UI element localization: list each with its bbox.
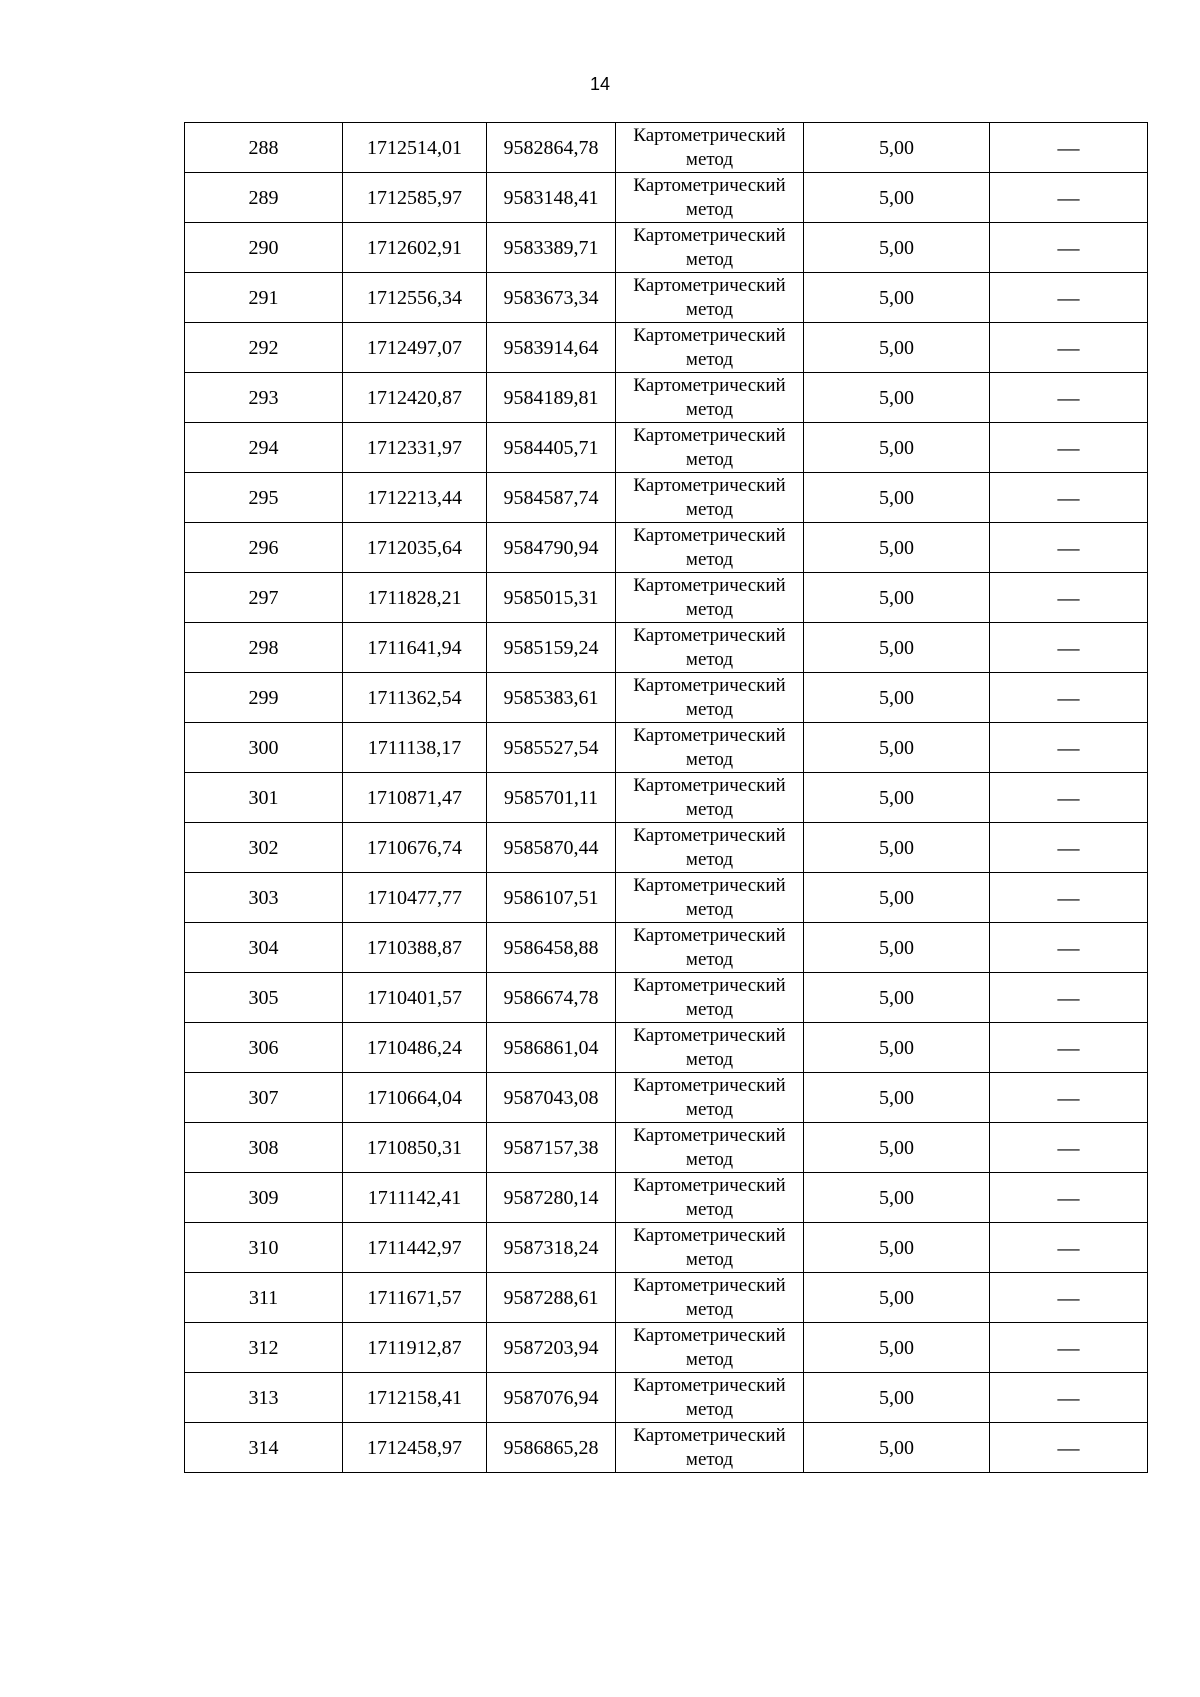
point-number-cell: 297 bbox=[185, 573, 343, 623]
table-row bbox=[185, 1323, 1148, 1373]
error-cell: 5,00 bbox=[804, 1373, 990, 1423]
table-row bbox=[185, 1223, 1148, 1273]
method-cell: Картометрический метод bbox=[616, 1423, 804, 1473]
x-coordinate-cell: 1711362,54 bbox=[343, 673, 487, 723]
note-cell: — bbox=[990, 873, 1148, 923]
error-cell: 5,00 bbox=[804, 723, 990, 773]
note-cell: — bbox=[990, 1023, 1148, 1073]
x-coordinate-cell: 1710676,74 bbox=[343, 823, 487, 873]
point-number-cell: 309 bbox=[185, 1173, 343, 1223]
table-row bbox=[185, 773, 1148, 823]
method-cell: Картометрический метод bbox=[616, 323, 804, 373]
method-cell: Картометрический метод bbox=[616, 1073, 804, 1123]
note-cell: — bbox=[990, 1373, 1148, 1423]
method-cell: Картометрический метод bbox=[616, 823, 804, 873]
error-cell: 5,00 bbox=[804, 673, 990, 723]
method-cell: Картометрический метод bbox=[616, 1023, 804, 1073]
y-coordinate-cell: 9585527,54 bbox=[487, 723, 616, 773]
point-number-cell: 312 bbox=[185, 1323, 343, 1373]
note-cell: — bbox=[990, 323, 1148, 373]
x-coordinate-cell: 1711912,87 bbox=[343, 1323, 487, 1373]
point-number-cell: 308 bbox=[185, 1123, 343, 1173]
point-number-cell: 307 bbox=[185, 1073, 343, 1123]
x-coordinate-cell: 1710871,47 bbox=[343, 773, 487, 823]
error-cell: 5,00 bbox=[804, 923, 990, 973]
point-number-cell: 294 bbox=[185, 423, 343, 473]
x-coordinate-cell: 1712458,97 bbox=[343, 1423, 487, 1473]
page-number: 14 bbox=[589, 74, 611, 94]
y-coordinate-cell: 9584790,94 bbox=[487, 523, 616, 573]
table-row bbox=[185, 523, 1148, 573]
method-cell: Картометрический метод bbox=[616, 623, 804, 673]
x-coordinate-cell: 1710486,24 bbox=[343, 1023, 487, 1073]
method-cell: Картометрический метод bbox=[616, 573, 804, 623]
x-coordinate-cell: 1712602,91 bbox=[343, 223, 487, 273]
point-number-cell: 295 bbox=[185, 473, 343, 523]
method-cell: Картометрический метод bbox=[616, 373, 804, 423]
y-coordinate-cell: 9587318,24 bbox=[487, 1223, 616, 1273]
x-coordinate-cell: 1712420,87 bbox=[343, 373, 487, 423]
y-coordinate-cell: 9586107,51 bbox=[487, 873, 616, 923]
table-row bbox=[185, 1123, 1148, 1173]
point-number-cell: 300 bbox=[185, 723, 343, 773]
error-cell: 5,00 bbox=[804, 523, 990, 573]
coordinates-table-body bbox=[185, 123, 1148, 1473]
method-cell: Картометрический метод bbox=[616, 123, 804, 173]
x-coordinate-cell: 1712035,64 bbox=[343, 523, 487, 573]
method-cell: Картометрический метод bbox=[616, 423, 804, 473]
y-coordinate-cell: 9586865,28 bbox=[487, 1423, 616, 1473]
point-number-cell: 291 bbox=[185, 273, 343, 323]
error-cell: 5,00 bbox=[804, 573, 990, 623]
method-cell: Картометрический метод bbox=[616, 723, 804, 773]
error-cell: 5,00 bbox=[804, 1023, 990, 1073]
note-cell: — bbox=[990, 373, 1148, 423]
error-cell: 5,00 bbox=[804, 1223, 990, 1273]
y-coordinate-cell: 9587076,94 bbox=[487, 1373, 616, 1423]
y-coordinate-cell: 9587203,94 bbox=[487, 1323, 616, 1373]
note-cell: — bbox=[990, 823, 1148, 873]
x-coordinate-cell: 1712585,97 bbox=[343, 173, 487, 223]
error-cell: 5,00 bbox=[804, 1173, 990, 1223]
table-row bbox=[185, 273, 1148, 323]
error-cell: 5,00 bbox=[804, 1073, 990, 1123]
x-coordinate-cell: 1712514,01 bbox=[343, 123, 487, 173]
table-row bbox=[185, 223, 1148, 273]
point-number-cell: 302 bbox=[185, 823, 343, 873]
error-cell: 5,00 bbox=[804, 773, 990, 823]
method-cell: Картометрический метод bbox=[616, 473, 804, 523]
point-number-cell: 290 bbox=[185, 223, 343, 273]
table-row bbox=[185, 1423, 1148, 1473]
method-cell: Картометрический метод bbox=[616, 773, 804, 823]
note-cell: — bbox=[990, 1273, 1148, 1323]
table-row bbox=[185, 973, 1148, 1023]
y-coordinate-cell: 9584405,71 bbox=[487, 423, 616, 473]
table-row bbox=[185, 873, 1148, 923]
table-row bbox=[185, 1373, 1148, 1423]
error-cell: 5,00 bbox=[804, 123, 990, 173]
point-number-cell: 310 bbox=[185, 1223, 343, 1273]
note-cell: — bbox=[990, 1173, 1148, 1223]
error-cell: 5,00 bbox=[804, 1323, 990, 1373]
y-coordinate-cell: 9585870,44 bbox=[487, 823, 616, 873]
method-cell: Картометрический метод bbox=[616, 1123, 804, 1173]
method-cell: Картометрический метод bbox=[616, 1323, 804, 1373]
table-row bbox=[185, 823, 1148, 873]
y-coordinate-cell: 9583673,34 bbox=[487, 273, 616, 323]
method-cell: Картометрический метод bbox=[616, 873, 804, 923]
error-cell: 5,00 bbox=[804, 623, 990, 673]
x-coordinate-cell: 1710664,04 bbox=[343, 1073, 487, 1123]
note-cell: — bbox=[990, 423, 1148, 473]
error-cell: 5,00 bbox=[804, 223, 990, 273]
method-cell: Картометрический метод bbox=[616, 523, 804, 573]
x-coordinate-cell: 1712497,07 bbox=[343, 323, 487, 373]
x-coordinate-cell: 1711641,94 bbox=[343, 623, 487, 673]
error-cell: 5,00 bbox=[804, 1423, 990, 1473]
table-row bbox=[185, 1173, 1148, 1223]
note-cell: — bbox=[990, 723, 1148, 773]
y-coordinate-cell: 9583914,64 bbox=[487, 323, 616, 373]
x-coordinate-cell: 1710850,31 bbox=[343, 1123, 487, 1173]
coordinates-table bbox=[184, 122, 1148, 1473]
note-cell: — bbox=[990, 1123, 1148, 1173]
x-coordinate-cell: 1711828,21 bbox=[343, 573, 487, 623]
note-cell: — bbox=[990, 123, 1148, 173]
y-coordinate-cell: 9587280,14 bbox=[487, 1173, 616, 1223]
x-coordinate-cell: 1711442,97 bbox=[343, 1223, 487, 1273]
point-number-cell: 293 bbox=[185, 373, 343, 423]
table-row bbox=[185, 723, 1148, 773]
method-cell: Картометрический метод bbox=[616, 1373, 804, 1423]
method-cell: Картометрический метод bbox=[616, 973, 804, 1023]
table-row bbox=[185, 673, 1148, 723]
table-row bbox=[185, 173, 1148, 223]
note-cell: — bbox=[990, 1223, 1148, 1273]
table-row bbox=[185, 423, 1148, 473]
point-number-cell: 289 bbox=[185, 173, 343, 223]
x-coordinate-cell: 1712556,34 bbox=[343, 273, 487, 323]
table-row bbox=[185, 323, 1148, 373]
y-coordinate-cell: 9586458,88 bbox=[487, 923, 616, 973]
note-cell: — bbox=[990, 773, 1148, 823]
x-coordinate-cell: 1712331,97 bbox=[343, 423, 487, 473]
y-coordinate-cell: 9586674,78 bbox=[487, 973, 616, 1023]
x-coordinate-cell: 1712158,41 bbox=[343, 1373, 487, 1423]
note-cell: — bbox=[990, 573, 1148, 623]
table-row bbox=[185, 623, 1148, 673]
error-cell: 5,00 bbox=[804, 1123, 990, 1173]
table-row bbox=[185, 923, 1148, 973]
y-coordinate-cell: 9585015,31 bbox=[487, 573, 616, 623]
error-cell: 5,00 bbox=[804, 1273, 990, 1323]
table-row bbox=[185, 573, 1148, 623]
table-row bbox=[185, 373, 1148, 423]
note-cell: — bbox=[990, 1073, 1148, 1123]
error-cell: 5,00 bbox=[804, 973, 990, 1023]
note-cell: — bbox=[990, 173, 1148, 223]
error-cell: 5,00 bbox=[804, 173, 990, 223]
y-coordinate-cell: 9585159,24 bbox=[487, 623, 616, 673]
note-cell: — bbox=[990, 1323, 1148, 1373]
table-row bbox=[185, 1023, 1148, 1073]
error-cell: 5,00 bbox=[804, 873, 990, 923]
y-coordinate-cell: 9585701,11 bbox=[487, 773, 616, 823]
point-number-cell: 306 bbox=[185, 1023, 343, 1073]
y-coordinate-cell: 9583148,41 bbox=[487, 173, 616, 223]
table-row bbox=[185, 1273, 1148, 1323]
note-cell: — bbox=[990, 973, 1148, 1023]
x-coordinate-cell: 1710477,77 bbox=[343, 873, 487, 923]
x-coordinate-cell: 1710401,57 bbox=[343, 973, 487, 1023]
point-number-cell: 304 bbox=[185, 923, 343, 973]
error-cell: 5,00 bbox=[804, 273, 990, 323]
method-cell: Картометрический метод bbox=[616, 223, 804, 273]
note-cell: — bbox=[990, 1423, 1148, 1473]
point-number-cell: 311 bbox=[185, 1273, 343, 1323]
y-coordinate-cell: 9583389,71 bbox=[487, 223, 616, 273]
y-coordinate-cell: 9586861,04 bbox=[487, 1023, 616, 1073]
point-number-cell: 314 bbox=[185, 1423, 343, 1473]
point-number-cell: 298 bbox=[185, 623, 343, 673]
note-cell: — bbox=[990, 523, 1148, 573]
error-cell: 5,00 bbox=[804, 373, 990, 423]
y-coordinate-cell: 9587043,08 bbox=[487, 1073, 616, 1123]
error-cell: 5,00 bbox=[804, 473, 990, 523]
method-cell: Картометрический метод bbox=[616, 173, 804, 223]
point-number-cell: 288 bbox=[185, 123, 343, 173]
note-cell: — bbox=[990, 273, 1148, 323]
point-number-cell: 301 bbox=[185, 773, 343, 823]
table-row bbox=[185, 473, 1148, 523]
table-row bbox=[185, 123, 1148, 173]
method-cell: Картометрический метод bbox=[616, 273, 804, 323]
note-cell: — bbox=[990, 623, 1148, 673]
x-coordinate-cell: 1710388,87 bbox=[343, 923, 487, 973]
x-coordinate-cell: 1711138,17 bbox=[343, 723, 487, 773]
point-number-cell: 305 bbox=[185, 973, 343, 1023]
error-cell: 5,00 bbox=[804, 423, 990, 473]
point-number-cell: 303 bbox=[185, 873, 343, 923]
y-coordinate-cell: 9584587,74 bbox=[487, 473, 616, 523]
note-cell: — bbox=[990, 673, 1148, 723]
point-number-cell: 292 bbox=[185, 323, 343, 373]
y-coordinate-cell: 9584189,81 bbox=[487, 373, 616, 423]
method-cell: Картометрический метод bbox=[616, 923, 804, 973]
point-number-cell: 299 bbox=[185, 673, 343, 723]
method-cell: Картометрический метод bbox=[616, 1223, 804, 1273]
point-number-cell: 296 bbox=[185, 523, 343, 573]
x-coordinate-cell: 1711671,57 bbox=[343, 1273, 487, 1323]
method-cell: Картометрический метод bbox=[616, 673, 804, 723]
y-coordinate-cell: 9585383,61 bbox=[487, 673, 616, 723]
y-coordinate-cell: 9582864,78 bbox=[487, 123, 616, 173]
method-cell: Картометрический метод bbox=[616, 1273, 804, 1323]
note-cell: — bbox=[990, 923, 1148, 973]
y-coordinate-cell: 9587288,61 bbox=[487, 1273, 616, 1323]
note-cell: — bbox=[990, 223, 1148, 273]
note-cell: — bbox=[990, 473, 1148, 523]
x-coordinate-cell: 1712213,44 bbox=[343, 473, 487, 523]
y-coordinate-cell: 9587157,38 bbox=[487, 1123, 616, 1173]
table-row bbox=[185, 1073, 1148, 1123]
x-coordinate-cell: 1711142,41 bbox=[343, 1173, 487, 1223]
error-cell: 5,00 bbox=[804, 823, 990, 873]
method-cell: Картометрический метод bbox=[616, 1173, 804, 1223]
error-cell: 5,00 bbox=[804, 323, 990, 373]
point-number-cell: 313 bbox=[185, 1373, 343, 1423]
